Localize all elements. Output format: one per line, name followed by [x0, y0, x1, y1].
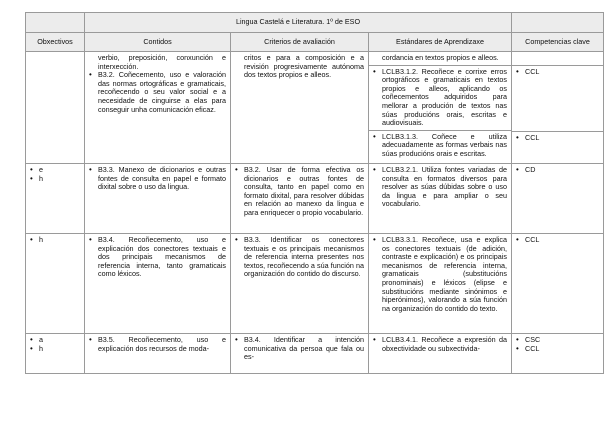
table-row [26, 52, 604, 164]
standard-item: • LCLB3.2.1. Utiliza fontes variadas de consulta en formatos diversos para resolver as súas dúbidas sobre o uso da lingua e para ampliar o seu vocabulario. [373, 166, 507, 209]
table-title-row [26, 13, 604, 33]
criterion-item: critos e para a composición e a revisión progresivamente autónoma dos textos propios e alleos. [244, 53, 364, 80]
content-item: • B3.3. Manexo de dicionarios e outras fontes de consulta en papel e formato dixital sobre o uso da lingua. [89, 166, 226, 192]
objectives-cell [26, 52, 85, 164]
competences-cell [512, 164, 604, 234]
header-competences: Competencias clave [512, 33, 604, 52]
standards-cell [369, 234, 512, 334]
standard-item: • LCLB3.1.3. Coñece e utiliza adecuadamente as formas verbais nas súas producións orais e escritas. [373, 133, 507, 159]
contents-cell [85, 164, 231, 234]
competence-block [512, 164, 603, 211]
competences-cell [512, 334, 604, 374]
contents-cell [85, 52, 231, 164]
table-body [26, 52, 604, 374]
criterion-item: • B3.3. Identificar os conectores textuais e os principais mecanismos de referencia interna presentes nos textos, recoñecendo a súa función na organización do contido do discurso. [235, 236, 364, 279]
criteria-cell [231, 52, 369, 164]
standard-block [369, 164, 511, 211]
objectives-cell [26, 234, 85, 334]
standard-block [369, 334, 511, 355]
table-row [26, 234, 604, 334]
competence-item: • CSC [516, 336, 599, 345]
criteria-cell [231, 334, 369, 374]
standard-item: • LCLB3.4.1. Recoñece a expresión da obxectividade ou subxectivida- [373, 336, 507, 353]
standards-cell [369, 334, 512, 374]
competence-block [512, 234, 603, 315]
standard-block [369, 65, 511, 130]
objective-item: • h [30, 236, 80, 245]
competence-item: • CCL [516, 68, 599, 77]
competence-item: • CCL [516, 345, 599, 354]
competence-block [512, 52, 603, 65]
objective-item: • h [30, 345, 80, 354]
criteria-cell [231, 164, 369, 234]
objective-item: • a [30, 336, 80, 345]
standards-cell [369, 52, 512, 164]
standards-cell [369, 164, 512, 234]
contents-cell [85, 334, 231, 374]
objective-item: • h [30, 175, 80, 184]
header-standards: Estándares de Aprendizaxe [369, 33, 512, 52]
contents-cell [85, 234, 231, 334]
objectives-cell [26, 334, 85, 374]
title-blank-cell [26, 13, 85, 33]
criteria-cell [231, 234, 369, 334]
standard-item: • LCLB3.3.1. Recoñece, usa e explica os conectores textuais (de adición, contraste e explicación) e os principais mecanismos de referencia interna, gramaticais (substitucións pronominais) e léxicos (elipse e substitucións mediante sinónimos e hiperónimos), valorando a súa función na organización do contido do texto. [373, 236, 507, 313]
content-item: • B3.4. Recoñecemento, uso e explicación dos conectores textuais e dos principais mecanismos de referencia interna, tanto gramaticais como léxicos. [89, 236, 226, 279]
curriculum-table [25, 12, 604, 374]
competence-block [512, 65, 603, 131]
competence-item: • CCL [516, 134, 599, 143]
content-item: verbio, preposición, conxunción e interxección. [98, 53, 226, 71]
header-contents: Contidos [85, 33, 231, 52]
competence-block [512, 334, 603, 355]
table-title: Lingua Castelá e Literatura. 1º de ESO [85, 13, 512, 33]
competences-cell [512, 234, 604, 334]
header-objectives: Obxectivos [26, 33, 85, 52]
curriculum-table-page [25, 12, 603, 374]
table-row [26, 334, 604, 374]
criterion-item: • B3.2. Usar de forma efectiva os dicionarios e outras fontes de consulta, tanto en papel como en formato dixital, para resolver dúbidas en relación ao manexo da lingua e para enriquecer o propio vocabulario. [235, 166, 364, 218]
header-criteria: Criterios de avaliación [231, 33, 369, 52]
competence-block [512, 131, 603, 163]
competence-item: • CD [516, 166, 599, 175]
standard-block [369, 52, 511, 65]
criterion-item: • B3.4. Identificar a intención comunicativa da persoa que fala ou es- [235, 336, 364, 362]
content-item: • B3.5. Recoñecemento, uso e explicación dos recursos de moda- [89, 336, 226, 353]
standard-block [369, 130, 511, 161]
standard-item: cordancia en textos propios e alleos. [382, 53, 499, 62]
table-row [26, 164, 604, 234]
standard-item: • LCLB3.1.2. Recoñece e corrixe erros ortográficos e gramaticais en textos propios e alleos, aplicando os coñecementos adquiridos para mellorar a produción de textos nas súas producións orais, escritas e audiovisuais. [373, 68, 507, 128]
standard-block [369, 234, 511, 315]
competences-cell [512, 52, 604, 164]
title-blank-cell-right [512, 13, 604, 33]
objectives-cell [26, 164, 85, 234]
objective-item: • e [30, 166, 80, 175]
table-header-row [26, 33, 604, 52]
content-item: • B3.2. Coñecemento, uso e valoración das normas ortográficas e gramaticais, recoñecendo o seu valor social e a necesidade de cinguirse a elas para conseguir unha comunicación eficaz. [89, 71, 226, 114]
competence-item: • CCL [516, 236, 599, 245]
